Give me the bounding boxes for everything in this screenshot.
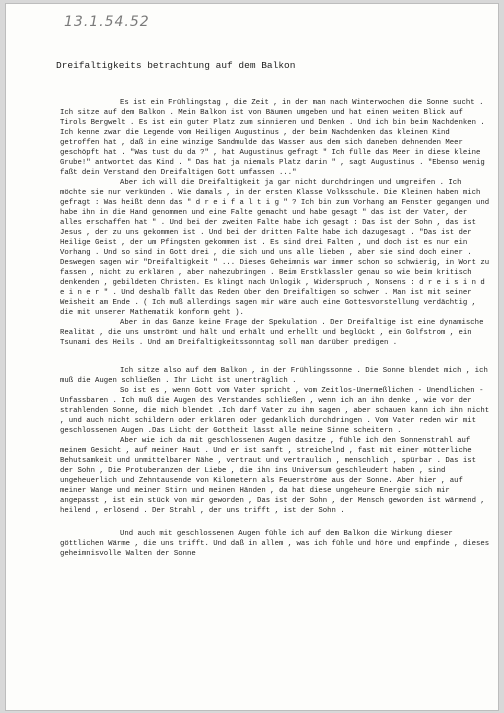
paragraph: Es ist ein Frühlingstag , die Zeit , in der man nach Winterwochen die Sonne sucht . Ich sitze auf dem Balkon . Mein Balkon ist von Bäumen umgeben und hat einen weiten Blick auf Tirols Bergwelt . Es ist ein guter Platz zum sinnieren und Denken . Und ich bin beim Nachdenken . Ich kenne zwar die Legende vom Heiligen Augustinus , der beim Nachdenken das kleinen Kind getroffen hat , daß in eine winzige Sandmulde das Wasser aus dem sich daneben dehnenden Meer geschöpft hat . "Was tust du da ?" , hat Augustinus gefragt " Ich fülle das Meer in diese kleine Grube!" antwortet das Kind . " Das hat ja niemals Platz darin " , sagt Augustinus . "Ebenso wenig faßt dein Verstand den Dreifaltigen Gott umfassen ..." xyxy=(60,99,485,177)
document-title: Dreifaltigkeits betrachtung auf dem Balkon xyxy=(56,60,296,71)
paragraph: Ich sitze also auf dem Balkon , in der Frühlingssonne . Die Sonne blendet mich , ich muß die Augen schließen . Ihr Licht ist unerträglich . xyxy=(60,367,488,385)
paragraph: Und auch mit geschlossenen Augen fühle ich auf dem Balkon die Wirkung dieser göttlichen Wärme , die uns trifft. Und daß in allem , was ich fühle und höre und empfinde , dieses geheimnisvolle Walten der Sonne xyxy=(60,530,490,558)
archive-number: 13.1.54.52 xyxy=(64,14,150,30)
document-page xyxy=(6,4,498,710)
paragraph: So ist es , wenn Gott vom Vater spricht , vom Zeitlos-Unermeßlichen - Unendlichen - Unfassbaren . Ich muß die Augen des Verstandes schließen , wenn ich an ihn denke , wie vor der strahlenden Sonne, die mich blendet .Ich darf Vater zu ihm sagen , aber schauen kann ich ihn nicht , und auch nicht schildern oder erklären oder gedanklich durchdringen . Vom Vater reden wir mit geschlossenen Augen .Das Licht der Gottheit lässt alle meine Sinne scheitern . xyxy=(60,387,490,435)
paragraph-gap xyxy=(60,516,492,529)
paragraph: Aber in das Ganze keine Frage der Spekulation . Der Dreifaltige ist eine dynamische Realität , die uns umströmt und hält und erhält und erhellt und beglückt , ein Golfstrom , ein Tsunami des Heils . Und am Dreifaltigkeitssonntag soll man darüber predigen . xyxy=(60,319,484,347)
paragraph: Aber wie ich da mit geschlossenen Augen dasitze , fühle ich den Sonnenstrahl auf meinem Gesicht , auf meiner Haut . Und er ist sanft , streichelnd , fast mit einer mütterliche Behutsamkeit und unmittelbarer Nähe , vertraut und vertraulich , menschlich , spürbar . Das ist der Sohn , Die Protuberanzen der Liebe , die ihn ins Universum geschleudert haben , sind ungeheuerlich und Zehntausende von Kilometern als Feuerströme aus der Sonne. Aber hier , auf meiner Wange und meiner Stirn und meinen Händen , da hat diese ungeheure Energie sich mir angepasst , ist ein stück von mir geworden , Das ist der Sohn , der Mensch geworden ist wärmend , heilend , erlösend . Der Strahl , der uns trifft , ist der Sohn . xyxy=(60,437,485,515)
paragraph-gap xyxy=(60,348,492,366)
document-body xyxy=(60,98,492,559)
paragraph: Aber ich will die Dreifaltigkeit ja gar nicht durchdringen und umgreifen . Ich möchte sie nur verkünden . Wie damals , in der ersten Klasse Volksschule. Die Kleinen haben mich gefragt : Was heißt denn das " d r e i f a l t i g " ? Ich bin zum Vorhang am Fenster gegangen und habe ihn in die Hand genommen und eine Falte gemacht und habe gesagt " das ist der Vater, der alles erschaffen hat " . Und bei der zweiten Falte habe ich gesagt : Das ist der Sohn , das ist Jesus , der zu uns gekommen ist . Und bei der dritten Falte habe ich dazugesagt . "Das ist der Heilige Geist , der um Pfingsten gekommen ist . Es sind drei Falten , und doch ist es nur ein Vorhang . Und so sind in Gott drei , die sich und uns alle lieben , aber sie sind doch einer . Deswegen sagen wir "Dreifaltigkeit " ... Dieses Geheimnis war immer schon so schwierig, in Wort zu fassen , nicht zu erklären , aber nahezubringen . Beim Erstklassler genau so wie beim kritisch denkenden , gebildeten Christen. Es klingt nach Unlogik , Widerspruch , Nonsens : d r e i s i n d e i n e r " . Und deshalb fällt das Reden über den Dreifaltigen so schwer . Man ist mit seiner Weisheit am Ende . ( Ich muß allerdings sagen mir wäre auch eine Gottesvorstellung verdächtig , die mit unserer Mathematik konform geht ). xyxy=(60,179,490,317)
